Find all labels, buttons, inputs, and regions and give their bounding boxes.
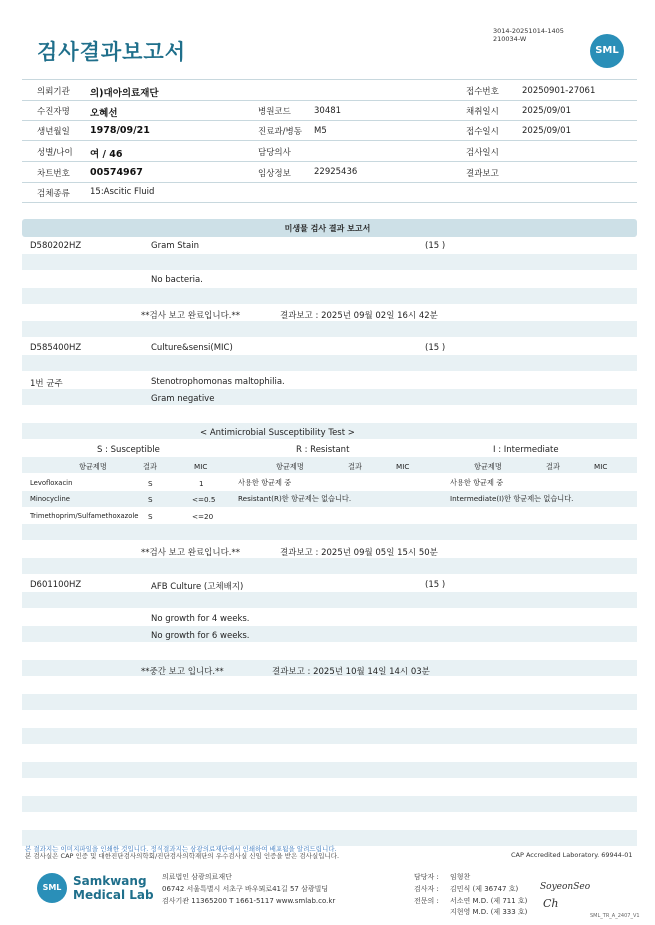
row-band (22, 592, 637, 608)
col-drug-s: 항균제명 (79, 462, 107, 471)
org-name: 의료법인 삼광의료재단 (162, 873, 232, 881)
gram-type: Gram negative (151, 394, 215, 404)
cap-accreditation: CAP Accredited Laboratory. 69944-01 (511, 851, 633, 859)
tester-label: 검사자 : (414, 885, 439, 893)
ast-mic: 1 (199, 479, 204, 488)
resistant-note-1: 사용한 항균제 중 (238, 478, 292, 487)
divider (22, 161, 637, 162)
document-id (493, 27, 564, 43)
label-dob: 생년월일 (37, 127, 70, 137)
value-specimen: 15:Ascitic Fluid (90, 187, 155, 197)
col-mic-s: MIC (194, 462, 208, 471)
document-id-line2: 210034-W (493, 35, 527, 43)
divider (22, 100, 637, 101)
value-chart: 00574967 (90, 167, 143, 178)
label-institution: 의뢰기관 (37, 87, 70, 97)
label-doctor: 담당의사 (258, 148, 291, 158)
specialist-name-2: 지현영 M.D. (제 333 호) (450, 908, 528, 916)
tester-name: 김민식 (제 36747 호) (450, 885, 519, 893)
value-hospital-code: 30481 (314, 106, 342, 116)
document-id-line1: 3014-20251014-1405 (493, 27, 564, 35)
afb-result-2: No growth for 6 weeks. (151, 631, 250, 641)
label-receipt-no: 접수번호 (466, 87, 499, 97)
row-band (22, 355, 637, 371)
label-clinical: 임상정보 (258, 169, 291, 179)
gram-complete: **검사 보고 완료입니다.** (141, 311, 241, 321)
strain-label: 1번 균주 (30, 379, 63, 389)
value-clinical: 22925436 (314, 167, 358, 177)
test-code-gram: D580202HZ (30, 241, 82, 251)
col-result-r: 결과 (348, 462, 362, 471)
value-receipt-date: 2025/09/01 (522, 126, 571, 136)
label-chart: 차트번호 (37, 169, 70, 179)
signature-1: SoyeonSeo (540, 882, 591, 892)
divider (22, 79, 637, 80)
signature-2: Ch (543, 897, 559, 910)
label-sex-age: 성별/나이 (37, 148, 73, 158)
col-mic-i: MIC (594, 462, 608, 471)
value-collect-date: 2025/09/01 (522, 106, 571, 116)
legend-susceptible: S : Susceptible (97, 445, 160, 455)
resistant-note-2: Resistant(R)한 항균제는 없습니다. (238, 494, 352, 503)
culture-complete: **검사 보고 완료입니다.** (141, 548, 241, 558)
form-code: SML_TR_A_2407_V1 (590, 913, 640, 919)
specialist-name-1: 서소연 M.D. (제 711 호) (450, 897, 528, 905)
label-specimen: 검체종류 (37, 189, 70, 199)
intermediate-note-1: 사용한 항균제 중 (450, 478, 504, 487)
value-patient: 오혜선 (90, 108, 118, 119)
test-count-gram: (15 ) (425, 241, 446, 251)
manager-label: 담당자 : (414, 873, 439, 881)
col-result-i: 결과 (546, 462, 560, 471)
test-count-afb: (15 ) (425, 580, 446, 590)
test-name-culture: Culture&sensi(MIC) (151, 343, 233, 353)
test-name-gram: Gram Stain (151, 241, 199, 251)
row-band (22, 762, 637, 778)
ast-result: S (148, 479, 153, 488)
test-code-afb: D601100HZ (30, 580, 82, 590)
afb-complete: **중간 보고 입니다.** (141, 667, 224, 677)
organism: Stenotrophomonas maltophilia. (151, 377, 285, 387)
brand-line-2: Medical Lab (73, 888, 154, 902)
org-contact: 검사기관 11365200 T 1661-5117 www.smlab.co.kr (162, 897, 336, 905)
value-institution: 의)대아의료재단 (90, 88, 159, 99)
divider (22, 140, 637, 141)
label-hospital-code: 병원코드 (258, 107, 291, 117)
row-band (22, 389, 637, 405)
ast-result: S (148, 495, 153, 504)
label-collect-date: 채취일시 (466, 107, 499, 117)
value-receipt-no: 20250901-27061 (522, 86, 596, 96)
row-band (22, 457, 637, 473)
row-band (22, 626, 637, 642)
col-result-s: 결과 (143, 462, 157, 471)
ast-mic: <=0.5 (192, 495, 216, 504)
intermediate-note-2: Intermediate(I)한 항균제는 없습니다. (450, 494, 574, 503)
test-name-afb: AFB Culture (고체배지) (151, 582, 244, 592)
ast-mic: <=20 (192, 512, 214, 521)
ast-title: < Antimicrobial Susceptibility Test > (200, 428, 355, 438)
row-band (22, 524, 637, 540)
row-band (22, 558, 637, 574)
col-drug-r: 항균제명 (276, 462, 304, 471)
row-band (22, 728, 637, 744)
afb-report-time: 결과보고 : 2025년 10월 14일 14시 03분 (272, 667, 430, 677)
section-title: 미생물 검사 결과 보고서 (284, 224, 371, 233)
sml-footer-logo: SML (37, 873, 67, 903)
row-band (22, 288, 637, 304)
ast-drug: Minocycline (30, 495, 70, 503)
gram-result: No bacteria. (151, 275, 203, 285)
label-test-date: 검사일시 (466, 148, 499, 158)
divider (22, 182, 637, 183)
brand-name (73, 874, 154, 902)
label-receipt-date: 접수일시 (466, 127, 499, 137)
label-patient: 수진자명 (37, 107, 70, 117)
culture-report-time: 결과보고 : 2025년 09월 05일 15시 50분 (280, 548, 438, 558)
label-dept: 진료과/병동 (258, 127, 302, 137)
page-title: 검사결과보고서 (37, 40, 187, 64)
sml-logo: SML (590, 34, 624, 68)
org-address: 06742 서울특별시 서초구 바우뫼로41길 57 삼광빌딩 (162, 885, 329, 893)
col-mic-r: MIC (396, 462, 410, 471)
row-band (22, 694, 637, 710)
brand-line-1: Samkwang (73, 874, 147, 888)
col-drug-i: 항균제명 (474, 462, 502, 471)
value-dob: 1978/09/21 (90, 125, 150, 136)
test-code-culture: D585400HZ (30, 343, 82, 353)
legend-intermediate: I : Intermediate (493, 445, 559, 455)
label-report-date: 결과보고 (466, 169, 499, 179)
footer-notice-2: 본 검사실은 CAP 인증 및 대한진단검사의학회/진단검사의학재단의 우수검사실 신임 인증을 받은 검사실입니다. (25, 852, 340, 860)
ast-drug: Levofloxacin (30, 479, 73, 487)
row-band (22, 796, 637, 812)
ast-drug: Trimethoprim/Sulfamethoxazole (30, 512, 139, 520)
test-count-culture: (15 ) (425, 343, 446, 353)
specialist-label: 전문의 : (414, 897, 439, 905)
ast-result: S (148, 512, 153, 521)
afb-result-1: No growth for 4 weeks. (151, 614, 250, 624)
divider (22, 202, 637, 203)
row-band (22, 321, 637, 337)
manager-name: 임형찬 (450, 873, 471, 881)
gram-report-time: 결과보고 : 2025년 09월 02일 16시 42분 (280, 311, 438, 321)
divider (22, 120, 637, 121)
row-band (22, 254, 637, 270)
value-dept: M5 (314, 126, 327, 136)
footer-notice-1: 본 결과지는 이미지파일을 인쇄한 것입니다. 정식결과지는 삼광의료재단에서 인쇄하여 배포됨을 알려드립니다. (25, 845, 337, 853)
value-sex-age: 여 / 46 (90, 149, 123, 160)
legend-resistant: R : Resistant (296, 445, 350, 455)
